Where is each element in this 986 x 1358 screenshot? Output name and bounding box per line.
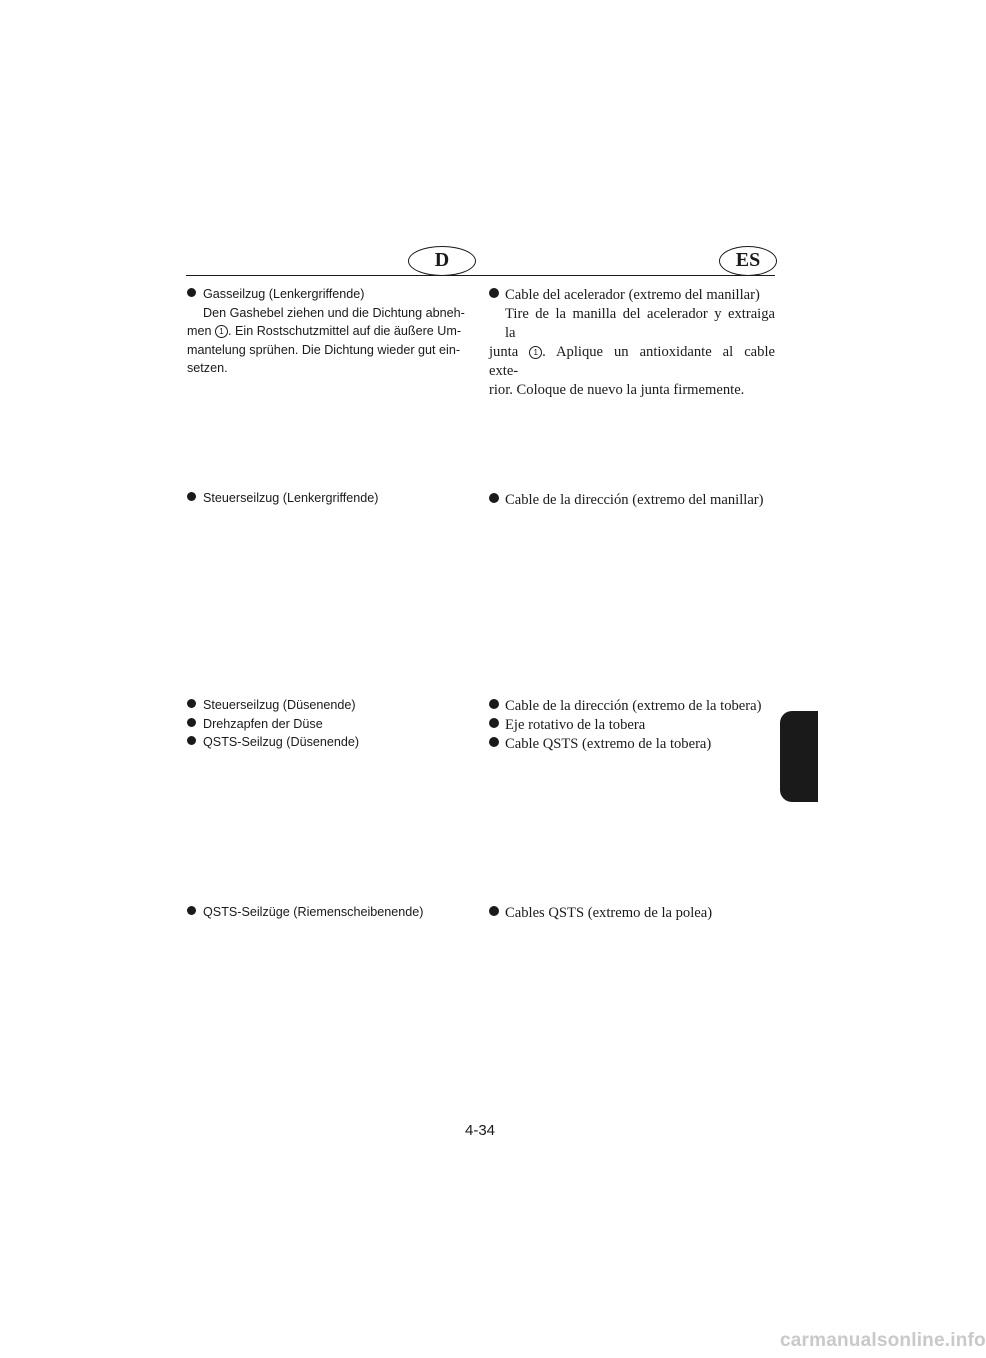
bullet-text: Drehzapfen der Düse (203, 716, 323, 731)
chapter-tab (780, 711, 818, 802)
bullet-text: Cable de la dirección (extremo de la tobera) (505, 698, 762, 714)
bullet-dot-icon (187, 492, 196, 501)
bullet-text: Steuerseilzug (Lenkergriffende) (203, 491, 379, 505)
section-4-spanish (489, 904, 775, 923)
paragraph-text: junta (489, 344, 530, 360)
section-3-german (187, 696, 467, 752)
bullet-item (489, 491, 775, 510)
section-2-german (187, 489, 467, 508)
bullet-text: Steuerseilzug (Düsenende) (203, 698, 356, 712)
bullet-text: Cable QSTS (extremo de la tobera) (505, 736, 712, 752)
bullet-dot-icon (489, 288, 499, 298)
bullet-item (187, 285, 467, 304)
bullet-dot-icon (187, 736, 196, 745)
paragraph-line: setzen. (187, 361, 228, 375)
watermark-text: carmanualsonline.info (780, 1330, 986, 1351)
bullet-dot-icon (489, 493, 499, 503)
section-1-spanish (489, 286, 775, 400)
bullet-dot-icon (187, 718, 196, 727)
paragraph-first-line: Den Gashebel ziehen und die Dichtung abneh- (203, 305, 465, 320)
bullet-dot-icon (489, 737, 499, 747)
bullet-item (489, 716, 775, 735)
paragraph-line (489, 343, 775, 381)
section-1-german (187, 285, 467, 378)
bullet-text: QSTS-Seilzüge (Riemenscheibenende) (203, 905, 424, 919)
bullet-dot-icon (489, 718, 499, 728)
callout-number-icon: 1 (529, 346, 542, 359)
bullet-dot-icon (489, 699, 499, 709)
bullet-dot-icon (187, 288, 196, 297)
bullet-dot-icon (187, 906, 196, 915)
section-2-spanish (489, 491, 775, 510)
section-4-german (187, 903, 467, 922)
paragraph-line: rior. Coloque de nuevo la junta firmemente. (489, 382, 745, 398)
page-number: 4-34 (464, 1122, 496, 1139)
bullet-text: Cable del acelerador (extremo del manillar) (505, 287, 760, 303)
callout-number-icon: 1 (215, 325, 228, 338)
bullet-text: QSTS-Seilzug (Düsenende) (203, 735, 360, 749)
bullet-text: Cables QSTS (extremo de la polea) (505, 905, 713, 921)
bullet-item (489, 697, 775, 716)
bullet-item (187, 489, 467, 508)
paragraph-line: mantelung sprühen. Die Dichtung wieder gut ein- (187, 342, 461, 357)
bullet-text: Eje rotativo de la tobera (505, 717, 646, 733)
paragraph-first-line: Tire de la manilla del acelerador y extraiga la (505, 306, 775, 341)
bullet-dot-icon (187, 699, 196, 708)
bullet-item (187, 903, 467, 922)
paragraph-text: . Aplique un antioxidante al cable exte- (489, 344, 775, 379)
bullet-item (187, 733, 467, 752)
header-rule (186, 275, 775, 276)
paragraph-text: men (187, 324, 215, 338)
language-label-german: D (408, 246, 476, 276)
bullet-text: Cable de la dirección (extremo del manillar) (505, 492, 764, 508)
section-3-spanish (489, 697, 775, 754)
bullet-text: Gasseilzug (Lenkergriffende) (203, 287, 365, 301)
bullet-dot-icon (489, 906, 499, 916)
paragraph-text: . Ein Rostschutzmittel auf die äußere Um- (228, 324, 462, 338)
bullet-item (489, 904, 775, 923)
bullet-item (489, 735, 775, 754)
bullet-item (187, 696, 467, 715)
bullet-item (489, 286, 775, 305)
language-label-spanish: ES (719, 246, 777, 276)
bullet-item (187, 715, 467, 734)
paragraph-line (187, 322, 467, 341)
